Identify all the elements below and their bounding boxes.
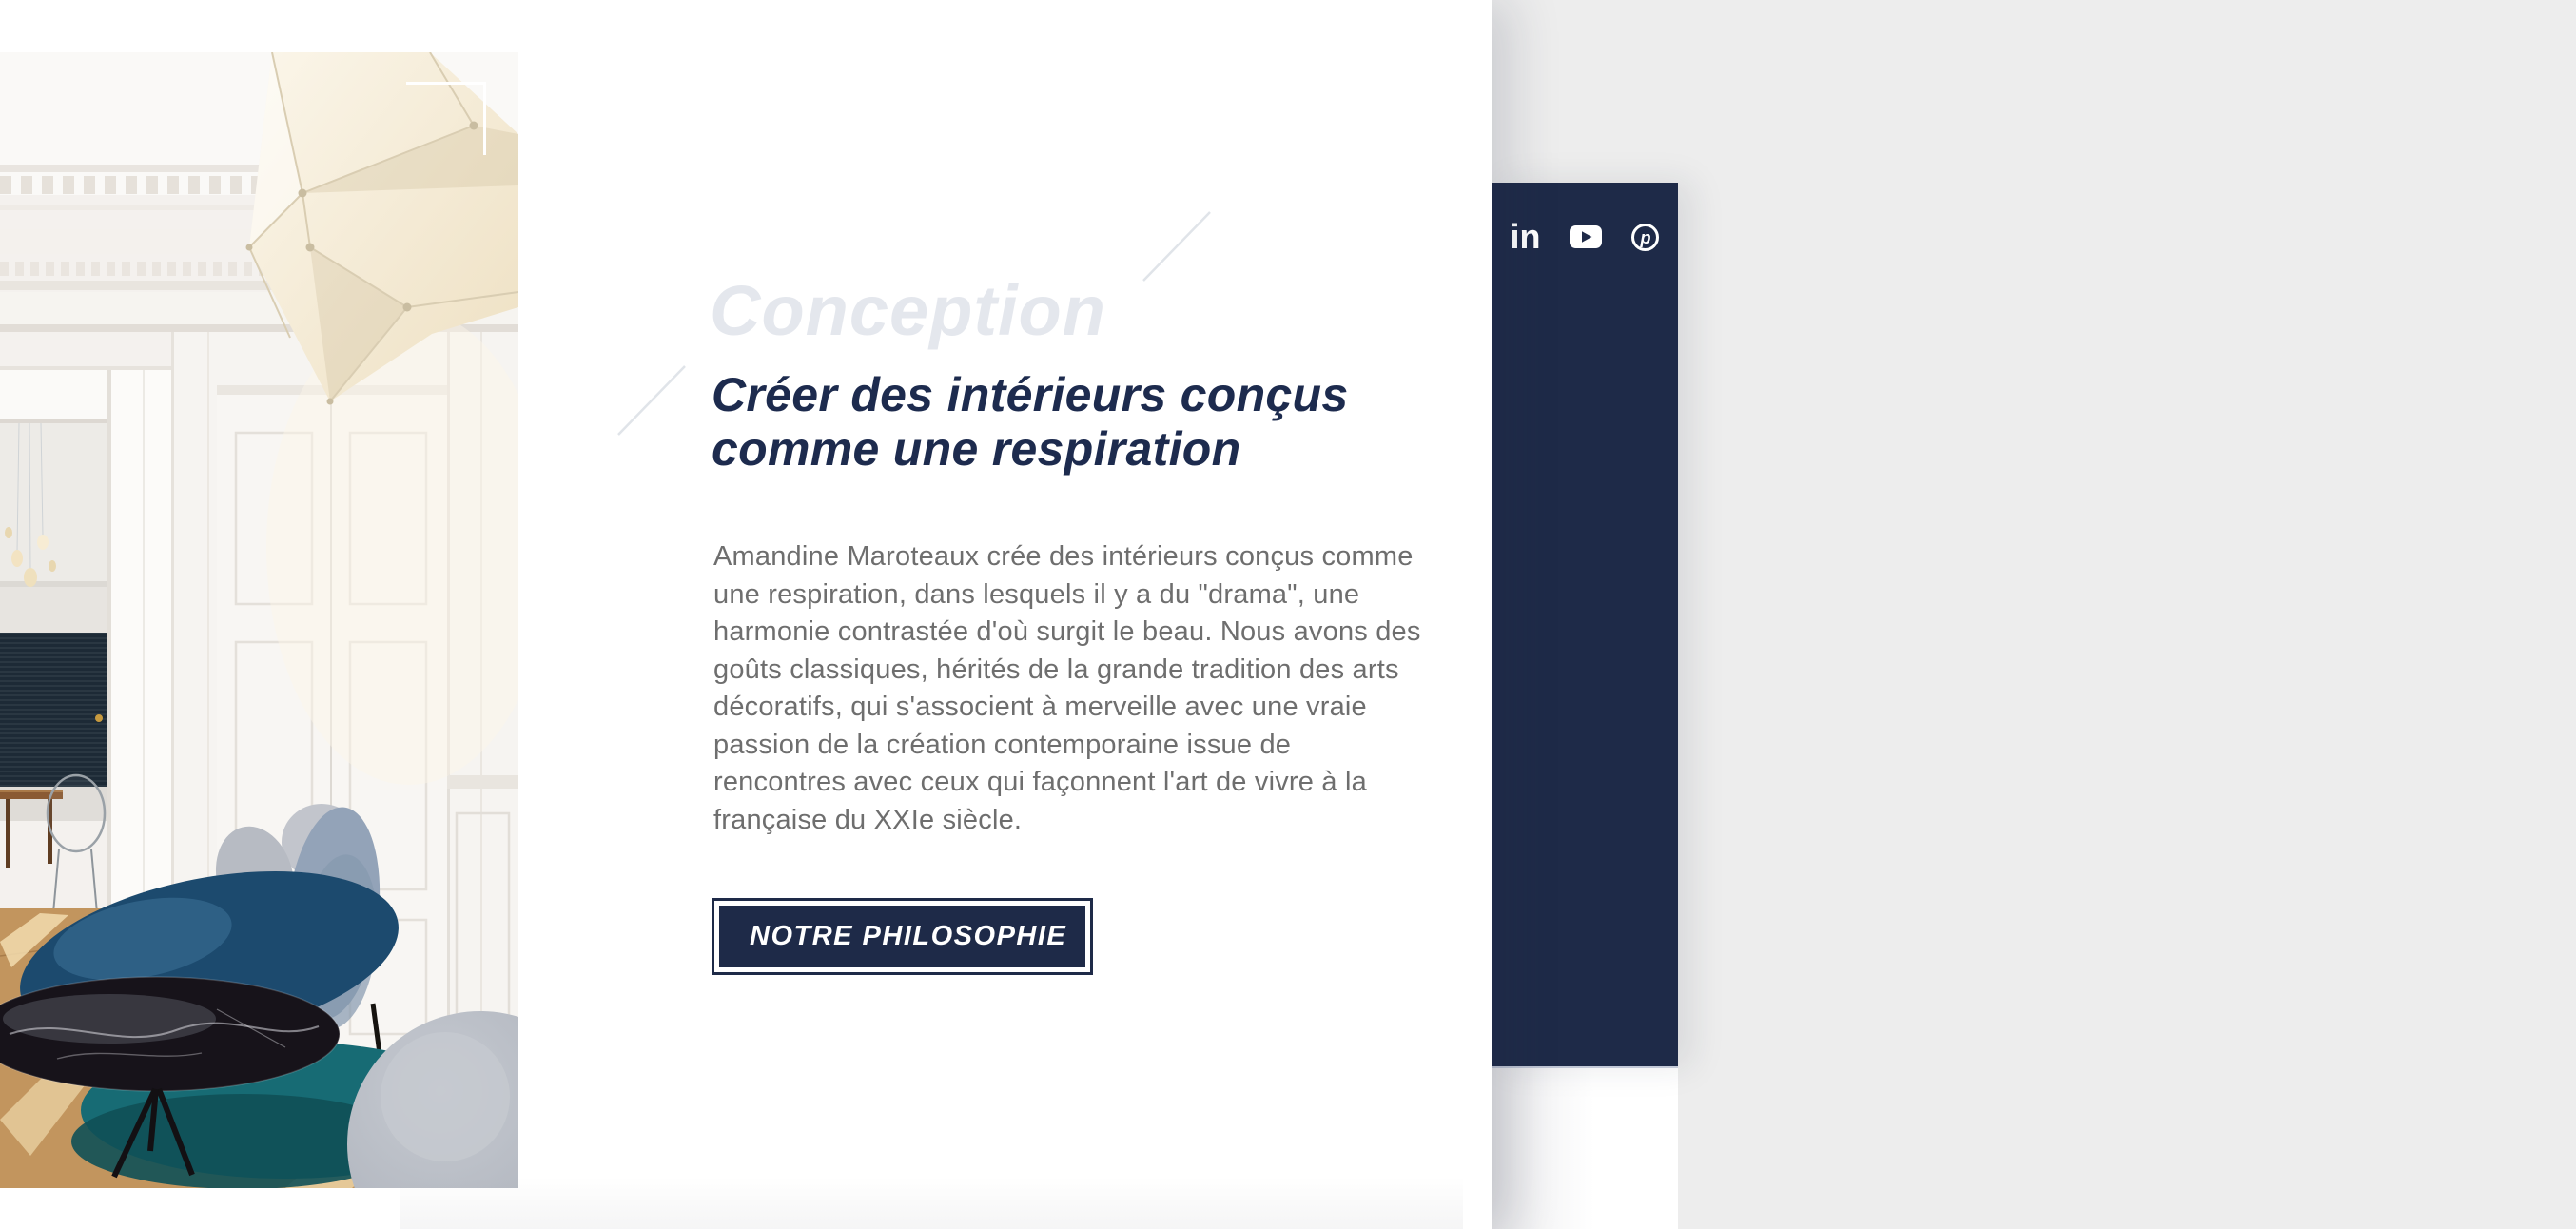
social-link-youtube[interactable] — [1570, 223, 1602, 251]
youtube-icon — [1570, 225, 1602, 248]
philosophy-button-label: NOTRE PHILOSOPHIE — [750, 921, 1067, 951]
linkedin-icon: in — [1510, 217, 1541, 256]
section-heading — [712, 368, 1348, 477]
philosophy-button[interactable] — [712, 898, 1093, 975]
diagonal-line-top — [1143, 212, 1210, 281]
diagonal-line-left — [618, 366, 685, 435]
svg-text:p: p — [1640, 227, 1650, 247]
section-watermark: Conception — [710, 271, 1106, 350]
social-link-pinterest[interactable] — [1630, 223, 1660, 251]
philosophy-button-inner — [719, 906, 1085, 967]
heading-line-2: comme une respiration — [712, 422, 1241, 476]
section-paragraph: Amandine Maroteaux crée des intérieurs conçus comme une respiration, dans lesquels il y a du "drama", une harmonie contrastée d'où surgit le beau. Nous avons des goûts classiques, hérités de la grande tradition des arts décoratifs, qui s'associent à merveille avec une vraie passion de la création contemporaine issue de rencontres avec ceux qui façonnent l'art de vivre à la française du XXIe siècle. — [713, 541, 1421, 835]
heading-line-1: Créer des intérieurs conçus — [712, 368, 1349, 421]
photo-corner-bracket-h — [406, 82, 486, 85]
pinterest-icon — [1630, 223, 1660, 252]
next-section-preview — [1492, 1066, 1678, 1229]
photo-corner-bracket-v — [483, 82, 486, 155]
social-link-linkedin[interactable] — [1510, 217, 1541, 256]
hero-photo — [0, 52, 518, 1188]
social-sidebar — [1492, 183, 1678, 1066]
social-icons-row — [1492, 183, 1678, 256]
